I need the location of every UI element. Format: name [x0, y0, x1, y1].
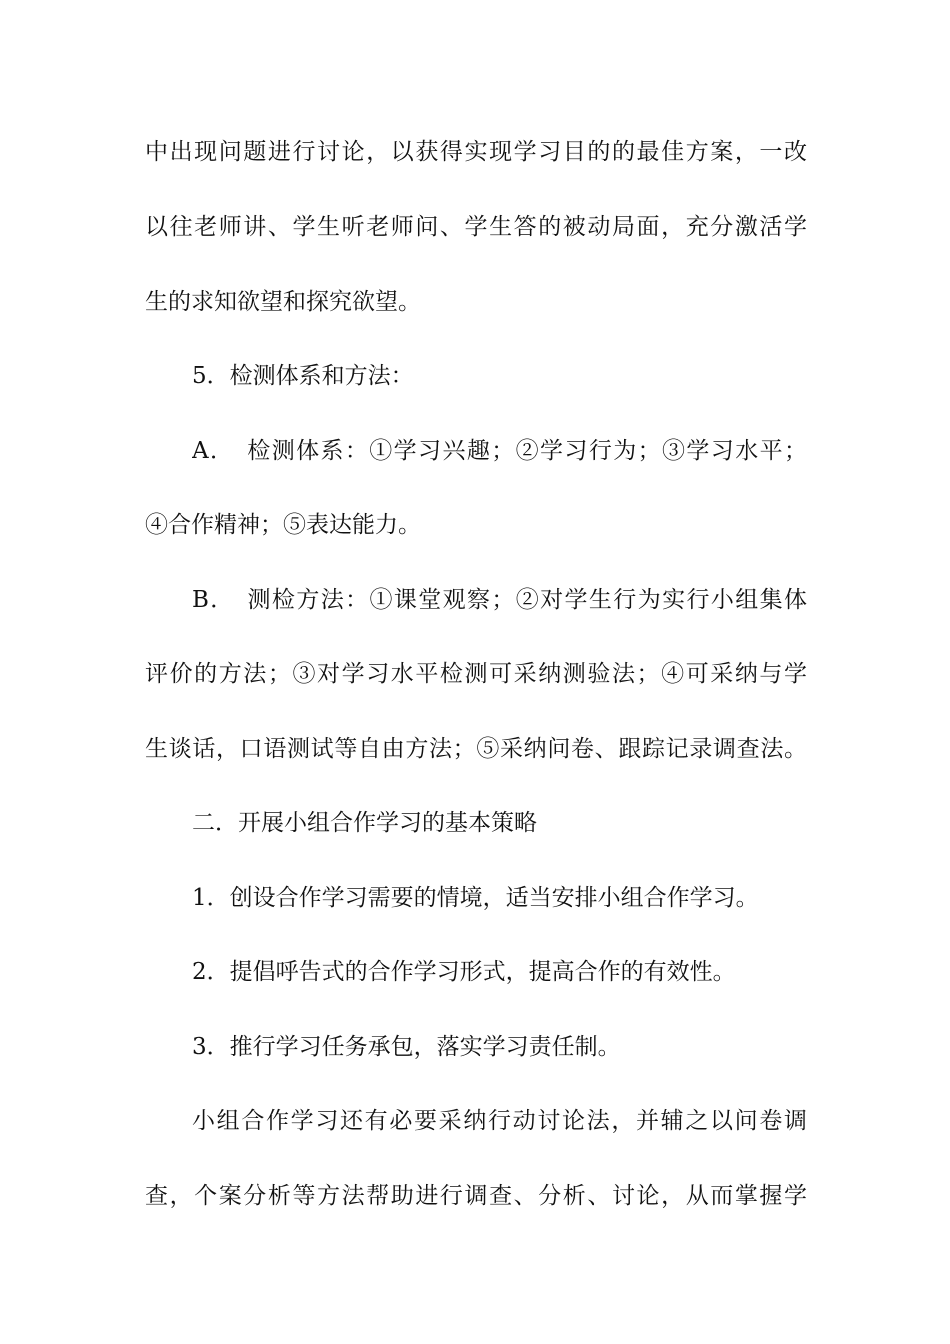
text-line: ④合作精神；⑤表达能力。 — [145, 512, 421, 538]
text-line: 小组合作学习还有必要采纳行动讨论法，并辅之以问卷调 — [192, 1108, 807, 1134]
text-line: A． 检测体系：①学习兴趣；②学习行为；③学习水平； — [192, 438, 807, 464]
text-line: 评价的方法；③对学习水平检测可采纳测验法；④可采纳与学 — [145, 661, 807, 687]
list-item: 3．推行学习任务承包，落实学习责任制。 — [192, 1034, 621, 1060]
list-item: 2．提倡呼告式的合作学习形式，提高合作的有效性。 — [192, 959, 736, 985]
list-item: 1．创设合作学习需要的情境，适当安排小组合作学习。 — [192, 885, 759, 911]
text-line: 查，个案分析等方法帮助进行调查、分析、讨论，从而掌握学 — [145, 1183, 807, 1209]
text-line: 生谈话，口语测试等自由方法；⑤采纳问卷、跟踪记录调查法。 — [145, 736, 807, 762]
text-line: 中出现问题进行讨论，以获得实现学习目的的最佳方案，一改 — [145, 139, 807, 165]
section-heading: 5．检测体系和方法： — [192, 363, 414, 389]
section-heading: 二．开展小组合作学习的基本策略 — [192, 810, 537, 836]
text-line: B． 测检方法：①课堂观察；②对学生行为实行小组集体 — [192, 587, 807, 613]
text-line: 生的求知欲望和探究欲望。 — [145, 289, 421, 315]
text-line: 以往老师讲、学生听老师问、学生答的被动局面，充分激活学 — [145, 214, 807, 240]
